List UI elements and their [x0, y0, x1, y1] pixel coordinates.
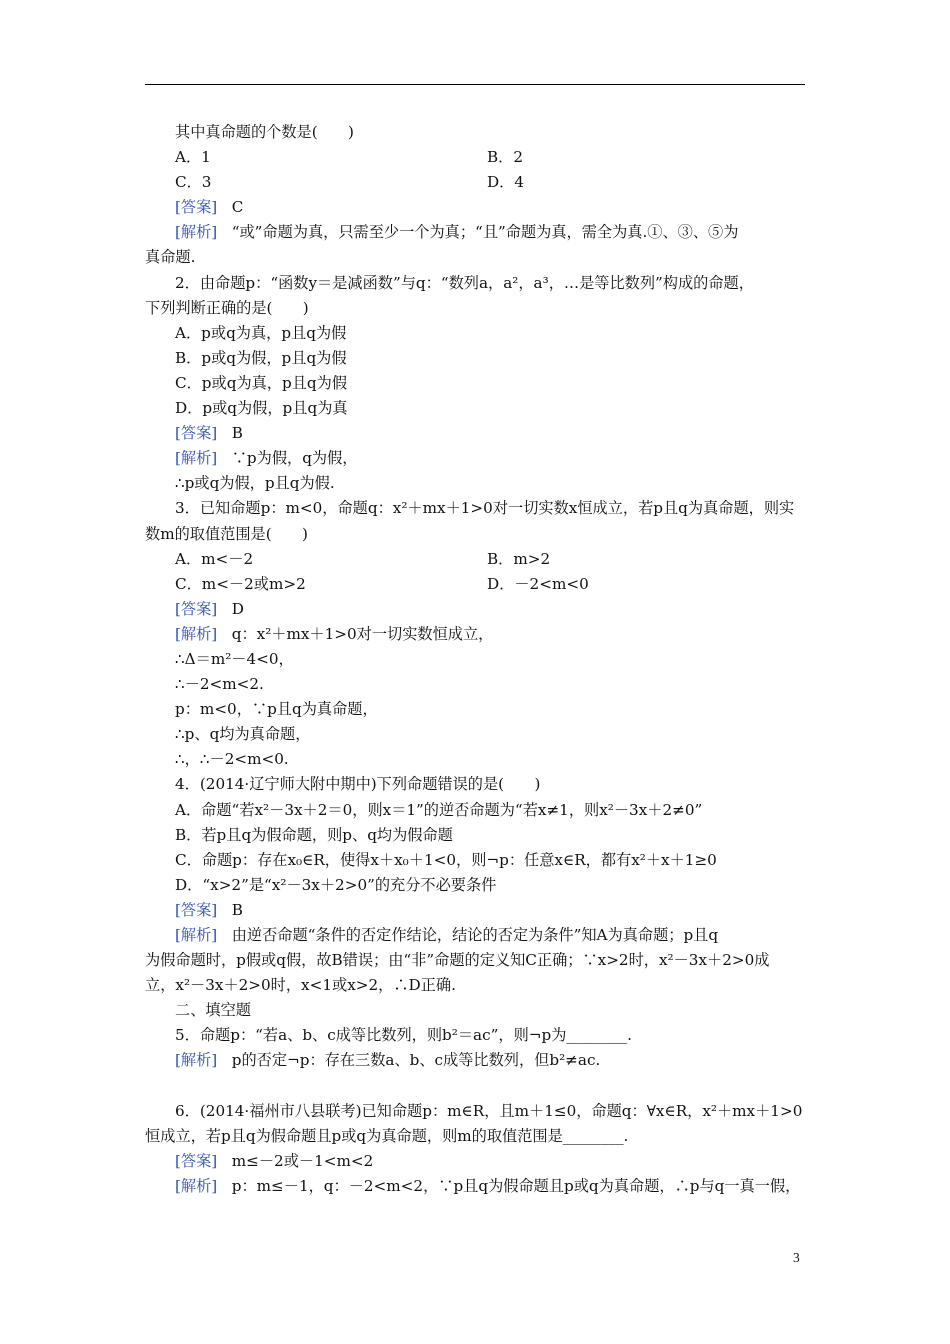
analysis-text: ∴p或q为假，p且q为假. — [175, 474, 335, 493]
answer-line — [145, 597, 810, 622]
option-c: C．3 — [175, 173, 212, 192]
option-b: B．2 — [487, 148, 524, 167]
page-number: 3 — [793, 1250, 800, 1265]
option-a: A．命题“若x²－3x＋2＝0，则x＝1”的逆否命题为“若x≠1，则x²－3x＋2≠0” — [175, 800, 703, 819]
analysis-tag: [解析] — [175, 449, 218, 468]
analysis-tag: [解析] — [175, 223, 218, 242]
analysis-text: 真命题. — [145, 248, 196, 267]
analysis-line — [145, 622, 810, 647]
question-stem: 6．(2014·福州市八县联考)已知命题p：m∈R，且m＋1≤0，命题q：∀x∈R，x²＋mx＋1>0 — [175, 1101, 803, 1120]
analysis-text: ∴p、q均为真命题， — [175, 725, 311, 744]
option-d: D．－2<m<0 — [487, 574, 589, 593]
analysis-text: ∴－2<m<2. — [175, 675, 264, 694]
analysis-line — [145, 1048, 810, 1073]
analysis-line — [145, 1174, 810, 1199]
analysis-text: 为假命题时，p假或q假，故B错误；由“非”命题的定义知C正确；∵x>2时，x²－3x＋2>0成 — [145, 951, 770, 970]
analysis-tag: [解析] — [175, 1051, 218, 1070]
analysis-text: ∴Δ＝m²－4<0， — [175, 649, 294, 668]
option-c: C．p或q为真，p且q为假 — [175, 373, 348, 392]
answer-value: m≤－2或－1<m<2 — [231, 1151, 374, 1170]
option-d: D．p或q为假，p且q为真 — [175, 399, 348, 418]
option-b: B．m>2 — [487, 549, 551, 568]
option-d: D．4 — [487, 173, 525, 192]
answer-tag: [答案] — [175, 198, 218, 217]
analysis-tag: [解析] — [175, 1176, 218, 1195]
analysis-line — [145, 220, 810, 245]
analysis-line — [145, 923, 810, 948]
option-a: A．p或q为真，p且q为假 — [175, 323, 347, 342]
analysis-text: 立，x²－3x＋2>0时，x<1或x>2，∴D正确. — [145, 976, 456, 995]
options-row — [145, 170, 810, 195]
analysis-text: 由逆否命题“条件的否定作结论，结论的否定为条件”知A为真命题；p且q — [231, 926, 719, 944]
answer-value: B — [231, 900, 243, 919]
analysis-tag: [解析] — [175, 926, 218, 944]
analysis-text: “或”命题为真，只需至少一个为真；“且”命题为真，需全为真.①、③、⑤为 — [231, 223, 739, 242]
answer-line — [145, 195, 810, 220]
question-stem: 4．(2014·辽宁师大附中期中)下列命题错误的是( ) — [175, 775, 541, 794]
question-stem: 下列判断正确的是( ) — [145, 298, 309, 317]
analysis-text: p的否定¬p：存在三数a、b、c成等比数列，但b²≠ac. — [231, 1051, 601, 1070]
header-rule — [145, 84, 805, 85]
analysis-text: q：x²＋mx＋1>0对一切实数恒成立， — [231, 624, 494, 643]
analysis-text: p：m≤－1，q：－2<m<2，∵p且q为假命题且p或q为真命题，∴p与q一真一假， — [231, 1176, 801, 1195]
options-row — [145, 572, 810, 597]
answer-tag: [答案] — [175, 1151, 218, 1170]
answer-value: B — [231, 424, 243, 443]
document-body — [145, 120, 810, 1199]
answer-tag: [答案] — [175, 900, 218, 919]
options-row — [145, 547, 810, 572]
answer-line — [145, 898, 810, 923]
answer-tag: [答案] — [175, 599, 218, 618]
answer-value: D — [231, 599, 244, 618]
question-stem: 其中真命题的个数是( ) — [175, 123, 354, 141]
options-row — [145, 145, 810, 170]
question-stem: 数m的取值范围是( ) — [145, 524, 308, 543]
option-a: A．1 — [175, 148, 211, 167]
question-stem: 3．已知命题p：m<0，命题q：x²＋mx＋1>0对一切实数x恒成立，若p且q为真命题，则实 — [175, 499, 795, 518]
option-d: D．“x>2”是“x²－3x＋2>0”的充分不必要条件 — [175, 875, 497, 894]
answer-tag: [答案] — [175, 424, 218, 443]
option-b: B．若p且q为假命题，则p、q均为假命题 — [175, 825, 453, 844]
analysis-text: ∴，∴－2<m<0. — [175, 750, 289, 769]
section-heading: 二、填空题 — [175, 1001, 251, 1020]
option-c: C．m<－2或m>2 — [175, 574, 306, 593]
answer-value: C — [231, 198, 244, 217]
analysis-line — [145, 446, 810, 471]
question-stem: 5．命题p：“若a、b、c成等比数列，则b²＝ac”，则¬p为________. — [175, 1026, 632, 1045]
option-b: B．p或q为假，p且q为假 — [175, 348, 347, 367]
question-stem: 2．由命题p：“函数y＝是减函数”与q：“数列a，a²，a³，…是等比数列”构成的命题， — [175, 273, 754, 292]
question-stem: 恒成立，若p且q为假命题且p或q为真命题，则m的取值范围是________. — [145, 1126, 629, 1145]
analysis-tag: [解析] — [175, 624, 218, 643]
answer-line — [145, 421, 810, 446]
option-a: A．m<－2 — [175, 549, 254, 568]
answer-line — [145, 1149, 810, 1174]
spacer — [145, 1074, 810, 1099]
option-c: C．命题p：存在x₀∈R，使得x＋x₀＋1<0，则¬p：任意x∈R，都有x²＋x＋1≥0 — [175, 850, 717, 869]
analysis-text: p：m<0，∵p且q为真命题， — [175, 700, 378, 719]
analysis-text: ∵p为假，q为假， — [231, 449, 358, 468]
